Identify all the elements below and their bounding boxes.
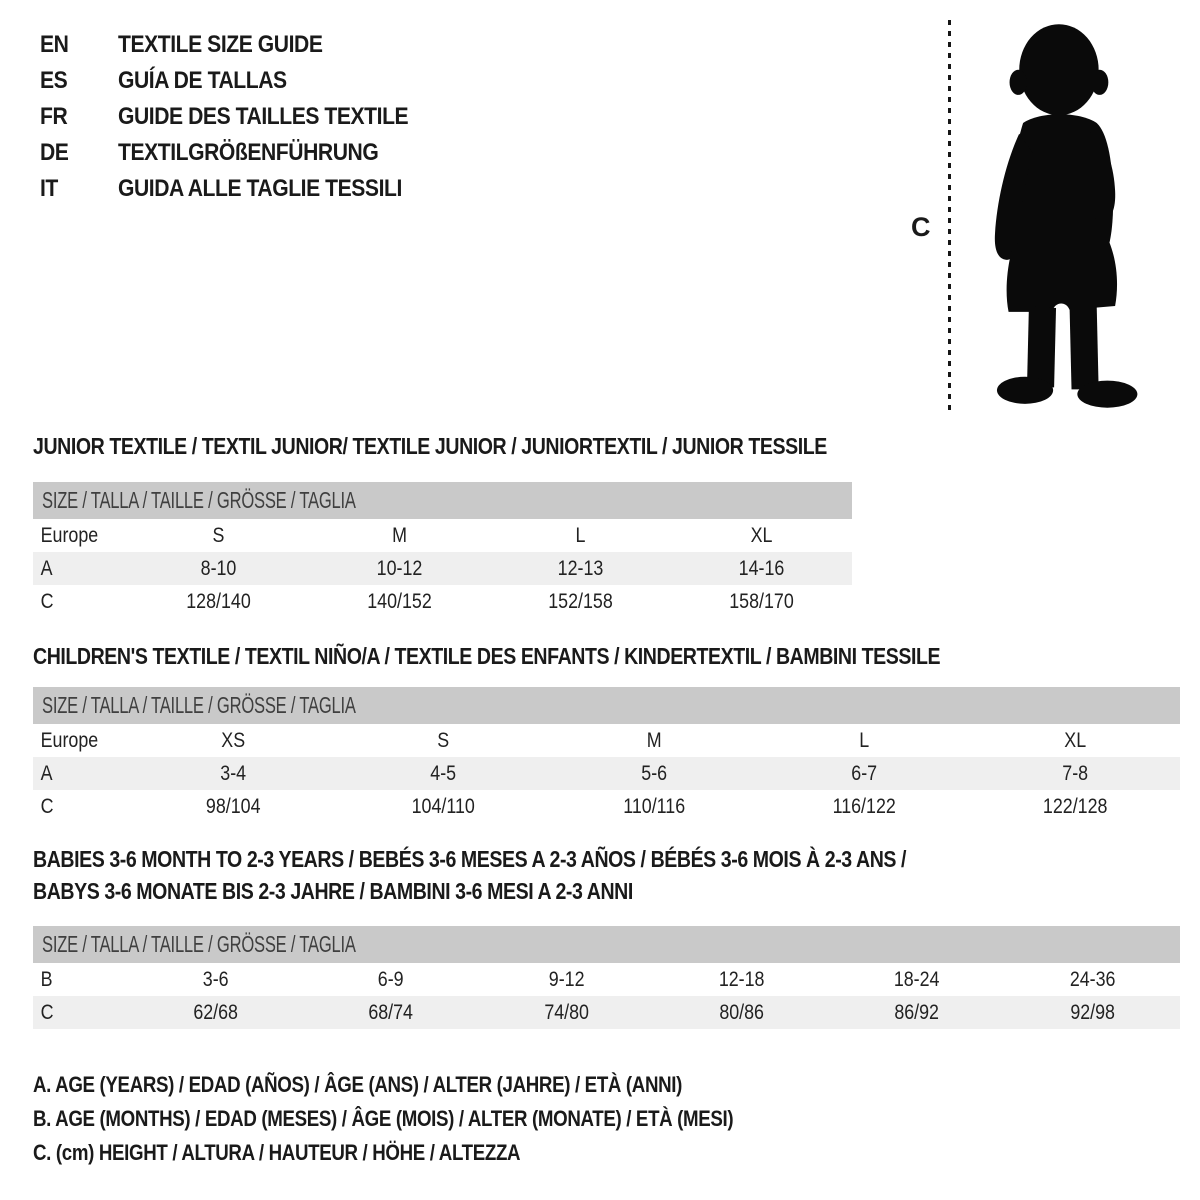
section-title: JUNIOR TEXTILE / TEXTIL JUNIOR/ TEXTILE JUNIOR / JUNIORTEXTIL / JUNIOR TESSILE [33, 433, 827, 459]
table-cell: 92/98 [1069, 1000, 1115, 1024]
size-table-header-text: SIZE / TALLA / TAILLE / GRÖSSE / TAGLIA [42, 692, 356, 718]
table-cell: 98/104 [205, 794, 261, 818]
toddler-silhouette-icon [965, 14, 1149, 416]
language-row [40, 27, 448, 63]
table-row [33, 996, 1180, 1029]
row-label: Europe [40, 728, 99, 752]
language-code: DE [40, 139, 69, 166]
language-title: TEXTILGRÖßENFÜHRUNG [118, 139, 379, 166]
size-table-header [33, 926, 1180, 963]
language-title: TEXTILE SIZE GUIDE [118, 31, 323, 58]
row-label: C [40, 794, 54, 818]
table-cell: 152/158 [548, 589, 613, 613]
section-title: BABIES 3-6 MONTH TO 2-3 YEARS / BEBÉS 3-6 MESES A 2-3 AÑOS / BÉBÉS 3-6 MOIS À 2-3 ANS / [33, 846, 907, 872]
table-cell: 110/116 [623, 794, 685, 818]
table-cell: 14-16 [738, 556, 785, 580]
language-title: GUIDE DES TAILLES TEXTILE [118, 103, 409, 130]
table-cell: 6-9 [378, 967, 404, 991]
table-cell: XL [1063, 728, 1086, 752]
junior-size-table [33, 482, 852, 618]
section-title: CHILDREN'S TEXTILE / TEXTIL NIÑO/A / TEXTILE DES ENFANTS / KINDERTEXTIL / BAMBINI TESSILE [33, 643, 941, 669]
language-list [40, 27, 448, 207]
table-cell: XS [221, 728, 246, 752]
table-cell: 68/74 [368, 1000, 414, 1024]
row-label: C [40, 589, 54, 613]
section-junior-textile [33, 430, 967, 618]
table-cell: S [212, 523, 225, 547]
table-cell: 3-6 [202, 967, 229, 991]
language-code: EN [40, 31, 69, 58]
table-cell: 122/128 [1042, 794, 1108, 818]
legend [33, 1068, 857, 1170]
language-code: ES [40, 67, 68, 94]
language-row [40, 171, 448, 207]
language-title: GUÍA DE TALLAS [118, 67, 287, 94]
babies-size-table [33, 926, 1180, 1029]
row-label: C [40, 1000, 54, 1024]
table-row [33, 757, 1180, 790]
legend-line: C. (cm) HEIGHT / ALTURA / HAUTEUR / HÖHE / ALTEZZA [33, 1140, 521, 1165]
table-cell: 7-8 [1061, 761, 1088, 785]
table-cell: 104/110 [412, 794, 476, 818]
language-code: FR [40, 103, 68, 130]
table-row [33, 790, 1180, 823]
language-row [40, 63, 448, 99]
section-title-block [33, 430, 967, 462]
section-title-block [33, 843, 1180, 907]
language-row [40, 135, 448, 171]
table-cell: M [646, 728, 662, 752]
row-label: B [40, 967, 53, 991]
table-cell: 86/92 [894, 1000, 940, 1024]
table-cell: 12-18 [718, 967, 765, 991]
table-cell: 12-13 [557, 556, 604, 580]
table-row [33, 585, 852, 618]
row-label: A [40, 556, 53, 580]
language-code: IT [40, 175, 58, 202]
table-cell: S [437, 728, 450, 752]
section-title-block [33, 640, 1180, 672]
height-dashed-line-icon [948, 20, 951, 416]
size-table-header [33, 482, 852, 519]
table-cell: L [575, 523, 586, 547]
children-size-table [33, 687, 1180, 823]
table-cell: 140/152 [367, 589, 432, 613]
size-table-header-text: SIZE / TALLA / TAILLE / GRÖSSE / TAGLIA [42, 487, 356, 513]
size-table-header [33, 687, 1180, 724]
table-cell: 8-10 [200, 556, 237, 580]
table-cell: 24-36 [1069, 967, 1116, 991]
table-cell: 158/170 [729, 589, 794, 613]
table-cell: 80/86 [719, 1000, 764, 1024]
table-row [33, 519, 852, 552]
row-label: Europe [40, 523, 99, 547]
language-title: GUIDA ALLE TAGLIE TESSILI [118, 175, 402, 202]
table-cell: 6-7 [851, 761, 878, 785]
table-cell: 3-4 [220, 761, 247, 785]
legend-line: B. AGE (MONTHS) / EDAD (MESES) / ÂGE (MOIS) / ALTER (MONATE) / ETÀ (MESI) [33, 1106, 734, 1131]
table-cell: 74/80 [543, 1000, 589, 1024]
legend-line: A. AGE (YEARS) / EDAD (AÑOS) / ÂGE (ANS) / ALTER (JAHRE) / ETÀ (ANNI) [33, 1072, 683, 1097]
table-cell: XL [750, 523, 773, 547]
table-row [33, 963, 1180, 996]
table-cell: 62/68 [193, 1000, 238, 1024]
row-label: A [40, 761, 53, 785]
size-table-header-text: SIZE / TALLA / TAILLE / GRÖSSE / TAGLIA [42, 931, 356, 957]
table-row [33, 552, 852, 585]
section-title: BABYS 3-6 MONATE BIS 2-3 JAHRE / BAMBINI 3-6 MESI A 2-3 ANNI [33, 878, 633, 904]
table-cell: 9-12 [548, 967, 585, 991]
figure-height-label: C [911, 212, 931, 242]
table-cell: 5-6 [641, 761, 667, 785]
table-cell: L [859, 728, 870, 752]
table-cell: M [392, 523, 407, 547]
height-figure [903, 8, 1163, 422]
table-cell: 128/140 [186, 589, 251, 613]
section-babies-textile [33, 843, 1180, 1029]
language-row [40, 99, 448, 135]
table-cell: 4-5 [430, 761, 457, 785]
table-cell: 116/122 [832, 794, 897, 818]
table-cell: 10-12 [376, 556, 423, 580]
section-children-textile [33, 640, 1180, 823]
table-cell: 18-24 [894, 967, 940, 991]
table-row [33, 724, 1180, 757]
